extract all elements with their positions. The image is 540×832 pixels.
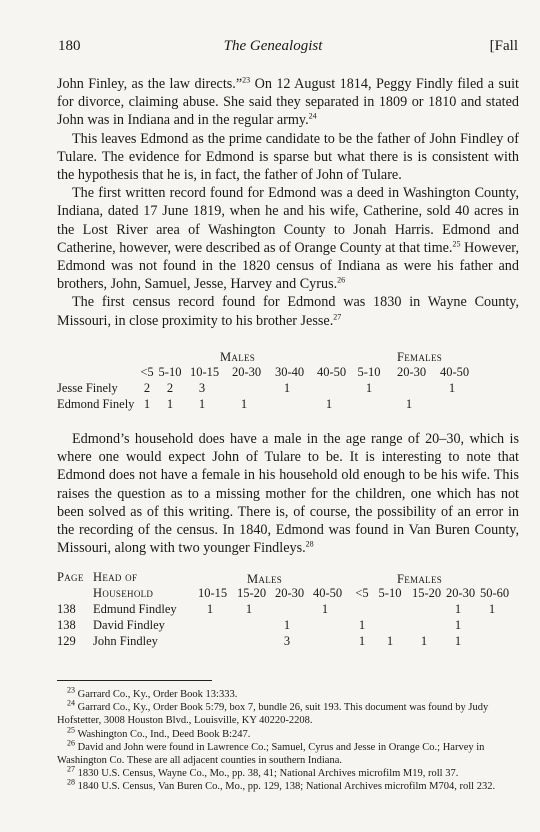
household-name: David Findley — [93, 618, 165, 632]
count-cell: 1 — [321, 602, 329, 616]
age-col: 20-30 — [232, 365, 262, 379]
paragraph-1: John Finley, as the law directs.”$^{23}$ On 12 August 1814, Peggy Findly filed a suit for divorce, claiming abuse. She said they separated in 1809 or 1810 and stated John was in Indiana and in the regular army.$^{24}$ — [57, 75, 519, 129]
age-col: 10-15 — [190, 365, 220, 379]
age-col: 50-60 — [480, 586, 510, 600]
count-cell: 1 — [206, 602, 214, 616]
males-header: Males — [220, 350, 256, 364]
count-cell: 1 — [420, 634, 428, 648]
footnote-divider — [57, 680, 212, 681]
head-col-header: Household — [93, 586, 154, 600]
age-col: 40-50 — [317, 365, 347, 379]
paragraph-5: Edmond’s household does have a male in the age range of 20–30, which is where one would expect John of Tulare to be. It is interesting to note that Edmond does not have a female in his household old enough to be his wife. This raises the question as to a missing mother for the children, one which has not been solved as of this writing. There is, of course, the possibility of an error in the recording of the census. In 1840, Edmond was found in Van Buren County, Missouri, along with two younger Findleys.$^{28}$ — [57, 431, 519, 557]
count-cell: 1 — [386, 634, 394, 648]
footnote-ref: 26 — [337, 275, 346, 285]
age-col: 20-30 — [397, 365, 427, 379]
age-col: 15-20 — [412, 586, 442, 600]
count-cell: 3 — [198, 381, 206, 395]
table-row — [57, 618, 527, 634]
footnote-ref: 28 — [305, 539, 314, 549]
census-table-1840 — [57, 570, 527, 650]
table-row — [57, 397, 527, 413]
footnote: $^{23}$ Garrard Co., Ky., Order Book 13:333. — [67, 685, 238, 700]
count-cell: 1 — [365, 381, 373, 395]
age-col: 40-50 — [440, 365, 470, 379]
count-cell: 3 — [283, 634, 291, 648]
count-cell: 1 — [454, 602, 462, 616]
household-name: Edmond Finely — [57, 397, 135, 411]
count-cell: 1 — [454, 618, 462, 632]
count-cell: 1 — [488, 602, 496, 616]
head-col-header: Head of — [93, 570, 138, 584]
count-cell: 2 — [166, 381, 174, 395]
page-ref: 129 — [57, 634, 76, 648]
footnote-ref: 27 — [333, 311, 342, 321]
age-col: 15-20 — [237, 586, 267, 600]
count-cell: 1 — [358, 634, 366, 648]
age-col: 30-40 — [275, 365, 305, 379]
body-text-top — [57, 75, 519, 330]
paragraph-2: This leaves Edmond as the prime candidate to be the father of John Findley of Tulare. The evidence for Edmond is sparse but what there is is consistent with the hypothesis that he is, in fact, the father of John of Tulare. — [57, 130, 519, 184]
running-header — [58, 38, 518, 58]
age-col: <5 — [355, 586, 369, 600]
paragraph-3: The first written record found for Edmond was a deed in Washington County, Indiana, dated 17 June 1819, when he and his wife, Catherine, sold 40 acres in the Lost River area of Washington County to Jonah Harris. Edmond and Catherine, however, were described as of Orange County at that time.$^{25}$ However, Edmond was not found in the 1820 census of Indiana as were his father and brothers, John, Samuel, Jesse, Harvey and Cyrus.$^{26}$ — [57, 185, 520, 293]
age-col: <5 — [140, 365, 154, 379]
footnote-ref: 24 — [308, 111, 317, 121]
age-col: 5-10 — [378, 586, 402, 600]
footnote: $^{27}$ 1830 U.S. Census, Wayne Co., Mo., pp. 38, 41; National Archives microfilm M19, roll 37. — [67, 764, 459, 780]
count-cell: 1 — [166, 397, 174, 411]
table-row — [57, 602, 527, 618]
footnote: $^{26}$ David and John were found in Lawrence Co.; Samuel, Cyrus and Jesse in Orange Co.; Harvey in Washington Co. These are all adjacent counties in southern Indiana. — [57, 738, 485, 767]
page-ref: 138 — [57, 618, 76, 632]
count-cell: 1 — [454, 634, 462, 648]
footnote: $^{28}$ 1840 U.S. Census, Van Buren Co., Mo., pp. 129, 138; National Archives microfilm M704, roll 232. — [67, 777, 496, 793]
paragraph-4: The first census record found for Edmond was 1830 in Wayne County, Missouri, in close proximity to his brother Jesse.$^{27}$ — [57, 294, 519, 329]
count-cell: 1 — [405, 397, 413, 411]
page-ref: 138 — [57, 602, 76, 616]
age-col: 20-30 — [446, 586, 476, 600]
footnote-ref: 25 — [452, 239, 461, 249]
household-name: John Findley — [93, 634, 158, 648]
age-col: 10-15 — [198, 586, 228, 600]
count-cell: 1 — [283, 618, 291, 632]
count-cell: 2 — [143, 381, 151, 395]
count-cell: 1 — [325, 397, 333, 411]
footnote: $^{24}$ Garrard Co., Ky., Order Book 5:79, box 7, bundle 26, suit 193. This document was found by Judy Hofstetter, 3008 Houston Blvd., Louisville, KY 40220-2208. — [57, 698, 489, 727]
page-col-header: Page — [57, 570, 84, 584]
count-cell: 1 — [240, 397, 248, 411]
age-header-row — [57, 365, 527, 381]
page-number: 180 — [58, 38, 81, 54]
footnote: $^{25}$ Washington Co., Ind., Deed Book B:247. — [67, 725, 251, 740]
age-col: 20-30 — [275, 586, 305, 600]
age-col: 5-10 — [357, 365, 381, 379]
age-header-row — [57, 586, 527, 602]
table-row — [57, 634, 527, 650]
count-cell: 1 — [283, 381, 291, 395]
issue-label: [Fall — [489, 38, 518, 54]
body-text-middle — [57, 430, 519, 557]
males-header: Males — [247, 572, 283, 586]
household-name: Edmund Findley — [93, 602, 177, 616]
footnotes — [57, 685, 519, 794]
females-header: Females — [397, 350, 443, 364]
count-cell: 1 — [245, 602, 253, 616]
count-cell: 1 — [198, 397, 206, 411]
count-cell: 1 — [358, 618, 366, 632]
count-cell: 1 — [143, 397, 151, 411]
age-col: 40-50 — [313, 586, 343, 600]
females-header: Females — [397, 572, 443, 586]
household-name: Jesse Finely — [57, 381, 118, 395]
age-col: 5-10 — [158, 365, 182, 379]
count-cell: 1 — [448, 381, 456, 395]
census-table-1830 — [57, 350, 527, 413]
journal-title: The Genealogist — [223, 38, 323, 54]
footnote-ref: 23 — [242, 75, 251, 85]
table-row — [57, 381, 527, 397]
